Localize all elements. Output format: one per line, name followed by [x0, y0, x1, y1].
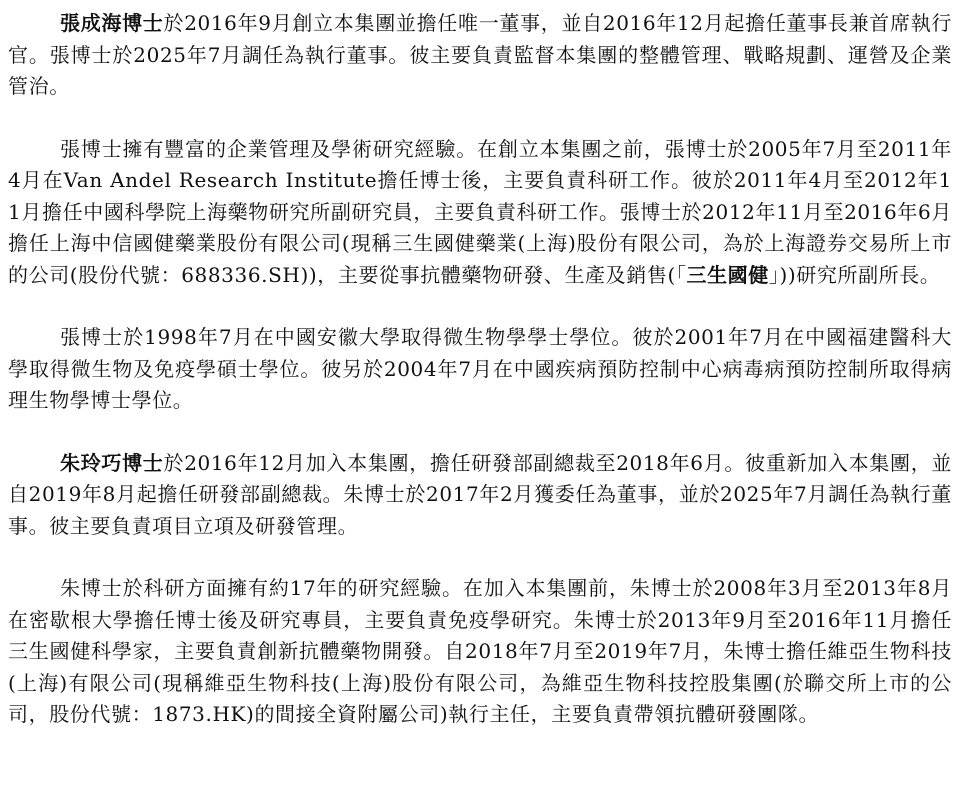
- paragraph-zhu-experience: [8, 573, 952, 731]
- paragraph-zhang-education: [8, 322, 952, 417]
- company-short-name: 三生國健: [686, 262, 769, 287]
- paragraph-zhu-intro: [8, 448, 952, 543]
- paragraph-text: 張博士擁有豐富的企業管理及學術研究經驗。在創立本集團之前，張博士於2005年7月至2011年4月在Van Andel Research Institute擔任博士後，主要負責科研工作。彼於2011年4月至2012年11月擔任中國科學院上海藥物研究所副研究員，主要負責科研工作。張博士於2012年11月至2016年6月擔任上海中信國健藥業股份有限公司(現稱三生國健藥業(上海)股份有限公司，為於上海證券交易所上市的公司(股份代號：688336.SH))，主要從事抗體藥物研發、生產及銷售(「: [8, 136, 952, 287]
- paragraph-text: 於2016年9月創立本集團並擔任唯一董事，並自2016年12月起擔任董事長兼首席執行官。張博士於2025年7月調任為執行董事。彼主要負責監督本集團的整體管理、戰略規劃、運營及企業管治。: [8, 11, 953, 98]
- person-name-zhang: 張成海博士: [60, 11, 164, 35]
- person-name-zhu: 朱玲巧博士: [60, 450, 164, 475]
- paragraph-text: 朱博士於科研方面擁有約17年的研究經驗。在加入本集團前，朱博士於2008年3月至2013年8月在密歇根大學擔任博士後及研究專員，主要負責免疫學研究。朱博士於2013年9月至2016年11月擔任三生國健科學家，主要負責創新抗體藥物開發。自2018年7月至2019年7月，朱博士擔任維亞生物科技(上海)有限公司(現稱維亞生物科技(上海)股份有限公司，為維亞生物科技控股集團(於聯交所上市的公司，股份代號：1873.HK)的間接全資附屬公司)執行主任，主要負責帶領抗體研發團隊。: [8, 576, 952, 726]
- paragraph-zhang-intro: [8, 8, 952, 103]
- paragraph-text: 張博士於1998年7月在中國安徽大學取得微生物學學士學位。彼於2001年7月在中國福建醫科大學取得微生物及免疫學碩士學位。彼另於2004年7月在中國疾病預防控制中心病毒病預防控制所取得病理生物學博士學位。: [8, 325, 952, 412]
- paragraph-text-after: 」))研究所副所長。: [768, 262, 941, 287]
- paragraph-zhang-experience: [8, 134, 952, 292]
- paragraph-text: 於2016年12月加入本集團，擔任研發部副總裁至2018年6月。彼重新加入本集團，並自2019年8月起擔任研發部副總裁。朱博士於2017年2月獲委任為董事，並於2025年7月調任為執行董事。彼主要負責項目立項及研發管理。: [8, 450, 953, 538]
